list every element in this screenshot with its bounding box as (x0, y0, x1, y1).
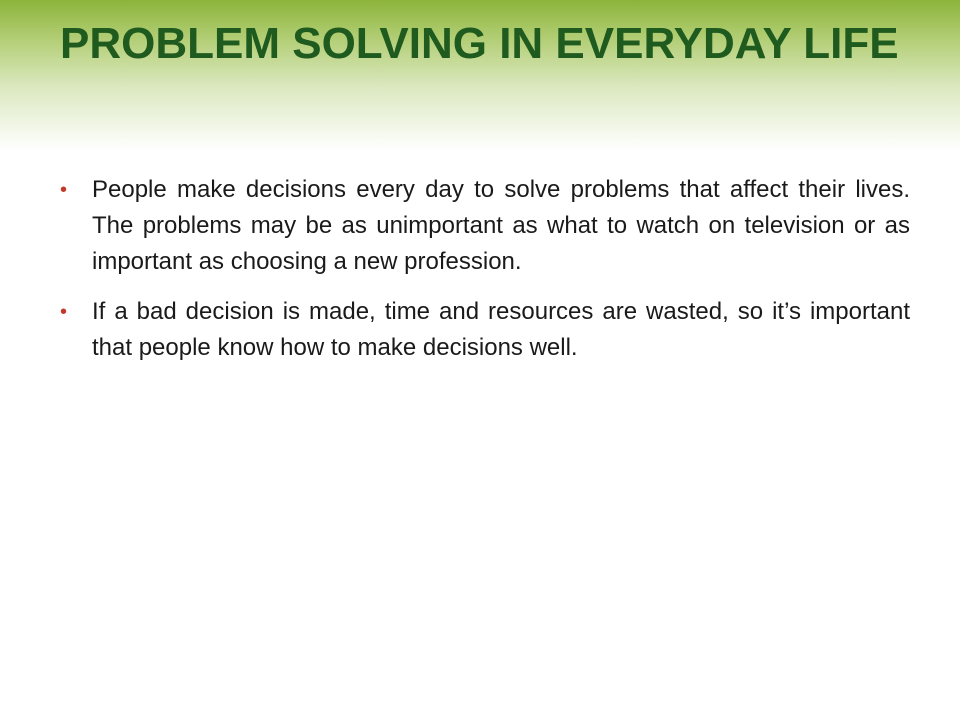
bullet-dot-icon: • (60, 179, 68, 201)
bullet-text: People make decisions every day to solve problems that affect their lives. The problems may be as unimportant as what to watch on television or as important as choosing a new profession. (92, 176, 910, 275)
bullet-text: If a bad decision is made, time and resources are wasted, so it’s important that people know how to make decisions well. (92, 298, 910, 361)
slide-title: PROBLEM SOLVING IN EVERYDAY LIFE (60, 19, 899, 68)
bullet-item (60, 172, 920, 280)
bullet-list (60, 172, 920, 380)
bullet-dot-icon: • (60, 301, 68, 323)
bullet-item (60, 294, 920, 366)
